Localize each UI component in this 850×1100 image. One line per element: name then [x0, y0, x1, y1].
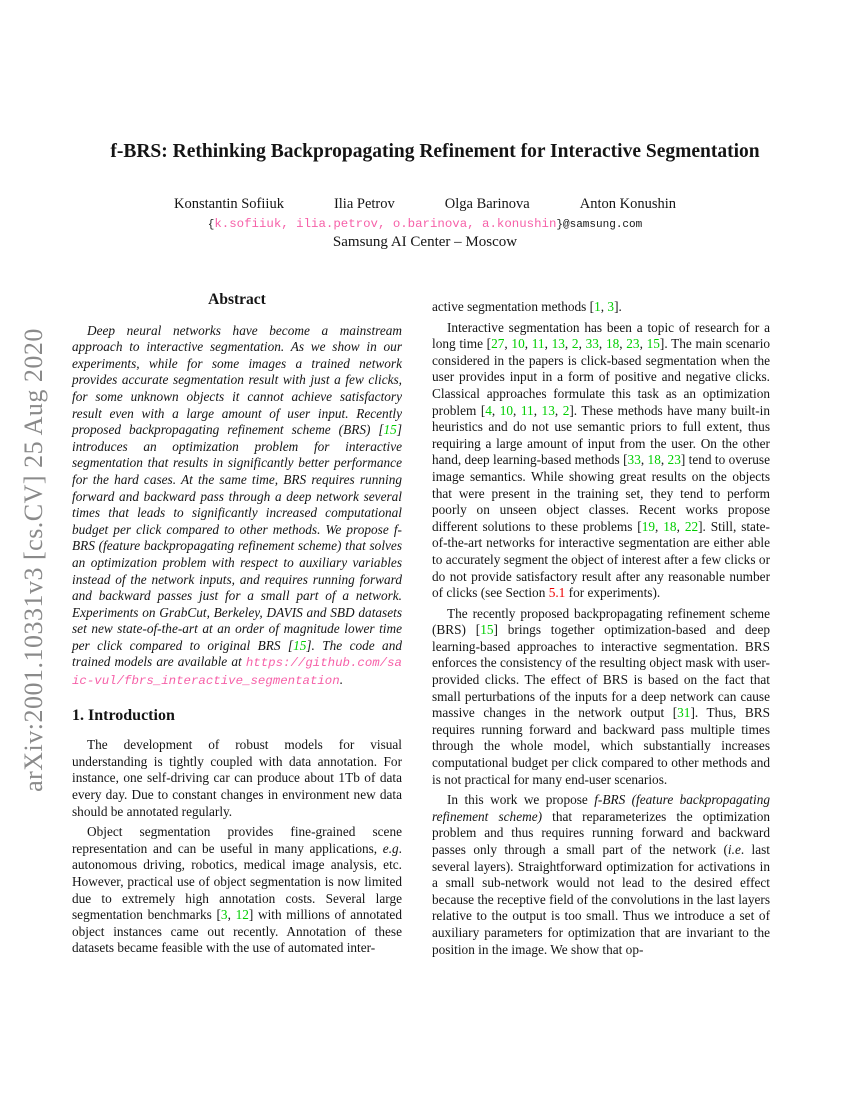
text-run: The development of robust models for visual understanding is tightly coupled with data annotation. For instance, one self-driving car can produce about 1Tb of data every day. Due to constant changes in environment new data should be annotated regularly.: [72, 737, 402, 819]
paragraph: [72, 737, 402, 820]
right-column: [432, 290, 770, 962]
text-run: }@samsung.com: [556, 219, 643, 231]
url-link[interactable]: k.sofiiuk, ilia.petrov, o.barinova, a.konushin: [214, 217, 557, 231]
citation-link[interactable]: 23: [667, 452, 681, 468]
text-run: that reparameterizes the optimization problem and thus requires running forward and backward passes only through a small part of the network (: [432, 808, 770, 857]
text-run: ,: [660, 452, 668, 468]
text-run: Deep neural networks have become a mainstream approach to interactive segmentation. As we show in our experiments, while for some images a trained network provides accurate segmentation result with just a few clicks, for some unknown objects it cannot achieve satisfactory result even with a large amount of user input. Recently proposed backpropagating refinement scheme (BRS) [: [72, 322, 402, 438]
citation-link[interactable]: 22: [684, 518, 699, 534]
citation-link[interactable]: 33: [585, 336, 599, 352]
author-name: Olga Barinova: [444, 196, 530, 212]
paper-title: f-BRS: Rethinking Backpropagating Refinement for Interactive Segmentation: [110, 141, 760, 162]
citation-link[interactable]: 10: [511, 336, 525, 352]
citation-link[interactable]: 13: [541, 402, 555, 418]
text-run: ,: [491, 402, 500, 418]
text-run: In this work we propose: [447, 792, 595, 808]
arxiv-stamp: arXiv:2001.10331v3 [cs.CV] 25 Aug 2020: [19, 328, 48, 792]
text-run: .: [339, 672, 344, 688]
author-name: Konstantin Sofiiuk: [173, 196, 284, 212]
citation-link[interactable]: 1: [594, 299, 601, 314]
text-run: . autonomous driving, robotics, medical image analysis, etc. However, practical use of object segmentation is now limited due to extremely high annotation costs. Several large segmentation benchmarks [: [72, 840, 402, 923]
author-name: Ilia Petrov: [333, 196, 395, 212]
text-run: ,: [564, 336, 572, 352]
paragraph: [432, 606, 770, 789]
text-run: ,: [524, 336, 532, 352]
text-run: ,: [513, 402, 521, 418]
text-run: ]. Still, state-of-the-art networks for interactive segmentation are either able to accurately segment the object of interest after a few clicks or do not provide satisfactory result after any reasonable number of clicks (see Section: [432, 518, 770, 601]
text-run: . last several layers). Straightforward optimization for activations in a small sub-network would not lead to the desired effect because the receptive field of the convolutions in the last layers relative to the output is too small. Thus we introduce a set of auxiliary parameters for optimization that are invariant to the position in the image. We show that op-: [432, 842, 770, 957]
emphasis-run: e.g: [382, 840, 399, 856]
text-run: ,: [619, 336, 627, 352]
paragraph: [432, 320, 770, 602]
text-run: ] with millions of annotated object instances came out recently. Annotation of these datasets became feasible with the use of automated inter-: [72, 907, 402, 956]
text-run: ,: [640, 452, 648, 468]
abstract-text: [72, 323, 402, 690]
text-run: active segmentation methods [: [432, 299, 595, 314]
text-run: ]. Thus, BRS requires running forward and backward pass multiple times through the whole model, which substantially increases computational budget per click compared to other methods and is not practical for many end-user scenarios.: [432, 705, 770, 787]
text-run: ,: [504, 336, 512, 352]
author-name: Anton Konushin: [579, 196, 677, 212]
text-run: ,: [533, 402, 542, 418]
text-run: ,: [600, 299, 608, 314]
text-run: ].: [614, 299, 622, 314]
citation-link[interactable]: 18: [663, 518, 677, 534]
citation-link[interactable]: 31: [677, 705, 691, 721]
text-run: ]. The code and trained models are available at: [72, 637, 402, 670]
text-run: ] tend to overuse image semantics. While showing great results on the objects that were present in the training set, they tend to perform poorly on unseen object classes. Recent works propose different solutions to these problems [: [432, 452, 770, 534]
text-run: ,: [655, 518, 664, 534]
citation-link[interactable]: 3: [220, 907, 228, 923]
emphasis-run: f-BRS (feature backpropagating refinement scheme): [432, 792, 770, 824]
text-run: ,: [554, 402, 563, 418]
paragraph: [432, 299, 770, 316]
citation-link[interactable]: 27: [491, 336, 505, 352]
paragraph: [72, 824, 402, 957]
section-ref-link[interactable]: 5.1: [548, 585, 566, 601]
text-run: Object segmentation provides fine-grained scene representation and can be useful in many applications,: [72, 824, 402, 856]
citation-link[interactable]: 33: [627, 452, 641, 468]
citation-link[interactable]: 19: [641, 518, 656, 534]
citation-link[interactable]: 23: [626, 336, 640, 352]
email-line: [0, 217, 850, 231]
text-run: ]. The main scenario considered in the papers is click-based segmentation when the user provides input in a form of positive and negative clicks. Classical approaches formulate this task as an optimization problem [: [432, 336, 771, 418]
url-link[interactable]: https://github.com/saic-vul/fbrs_interactive_segmentation: [72, 656, 402, 689]
text-run: ,: [598, 336, 606, 352]
text-run: for experiments).: [565, 585, 661, 601]
citation-link[interactable]: 15: [383, 422, 397, 438]
citation-link[interactable]: 11: [520, 402, 534, 418]
citation-link[interactable]: 12: [235, 907, 249, 923]
text-run: Interactive segmentation has been a topic of research for a long time [: [432, 319, 770, 352]
left-column: [72, 290, 402, 961]
text-run: ,: [227, 907, 236, 923]
author-list: [0, 196, 850, 213]
citation-link[interactable]: 10: [499, 402, 514, 418]
citation-link[interactable]: 15: [293, 637, 307, 653]
affiliation: Samsung AI Center – Moscow: [332, 234, 518, 250]
citation-link[interactable]: 2: [571, 336, 579, 352]
text-run: The recently proposed backpropagating refinement scheme (BRS) [: [432, 605, 770, 638]
citation-link[interactable]: 18: [605, 336, 620, 352]
citation-link[interactable]: 15: [480, 622, 494, 638]
citation-link[interactable]: 2: [562, 402, 570, 418]
citation-link[interactable]: 18: [647, 452, 661, 468]
text-run: ,: [639, 336, 647, 352]
text-run: ,: [676, 518, 685, 534]
text-run: ,: [578, 336, 586, 352]
text-run: ]. These methods have many built-in heuristics and do not use semantic priors to full extent, thus requiring a large amount of input from the user. On the other hand, deep learning-based methods [: [432, 402, 770, 468]
paragraph: [432, 792, 770, 958]
citation-link[interactable]: 15: [646, 336, 660, 352]
text-run: ] introduces an optimization problem for interactive segmentation that results in significantly better performance for the hard cases. At the same time, BRS requires running forward and backward pass through a deep network several times that leads to significantly increased computational budget per click compared to other methods. We propose f-BRS (feature backpropagating refinement scheme) that solves an optimization problem with respect to auxiliary variables instead of the network inputs, and requires running forward and backward passes just for a small part of a network. Experiments on GrabCut, Berkeley, DAVIS and SBD datasets set new state-of-the-art at an order of magnitude lower time per click compared to original BRS [: [72, 422, 402, 653]
citation-link[interactable]: 3: [607, 299, 615, 314]
citation-link[interactable]: 13: [551, 336, 565, 352]
text-run: ] brings together optimization-based and deep learning-based approaches to interactive segmentation. BRS enforces the consistency of the resulting object mask with user-provided clicks. The effect of BRS is based on the fact that small perturbations of the inputs for a deep network can cause massive changes in the network output [: [432, 622, 770, 721]
citation-link[interactable]: 11: [531, 336, 545, 352]
emphasis-run: i.e: [727, 842, 741, 857]
text-run: ,: [544, 336, 552, 352]
abstract-heading: Abstract: [208, 291, 266, 308]
citation-link[interactable]: 4: [485, 402, 492, 418]
text-run: {: [207, 219, 215, 231]
section-heading-introduction: 1. Introduction: [72, 706, 175, 724]
